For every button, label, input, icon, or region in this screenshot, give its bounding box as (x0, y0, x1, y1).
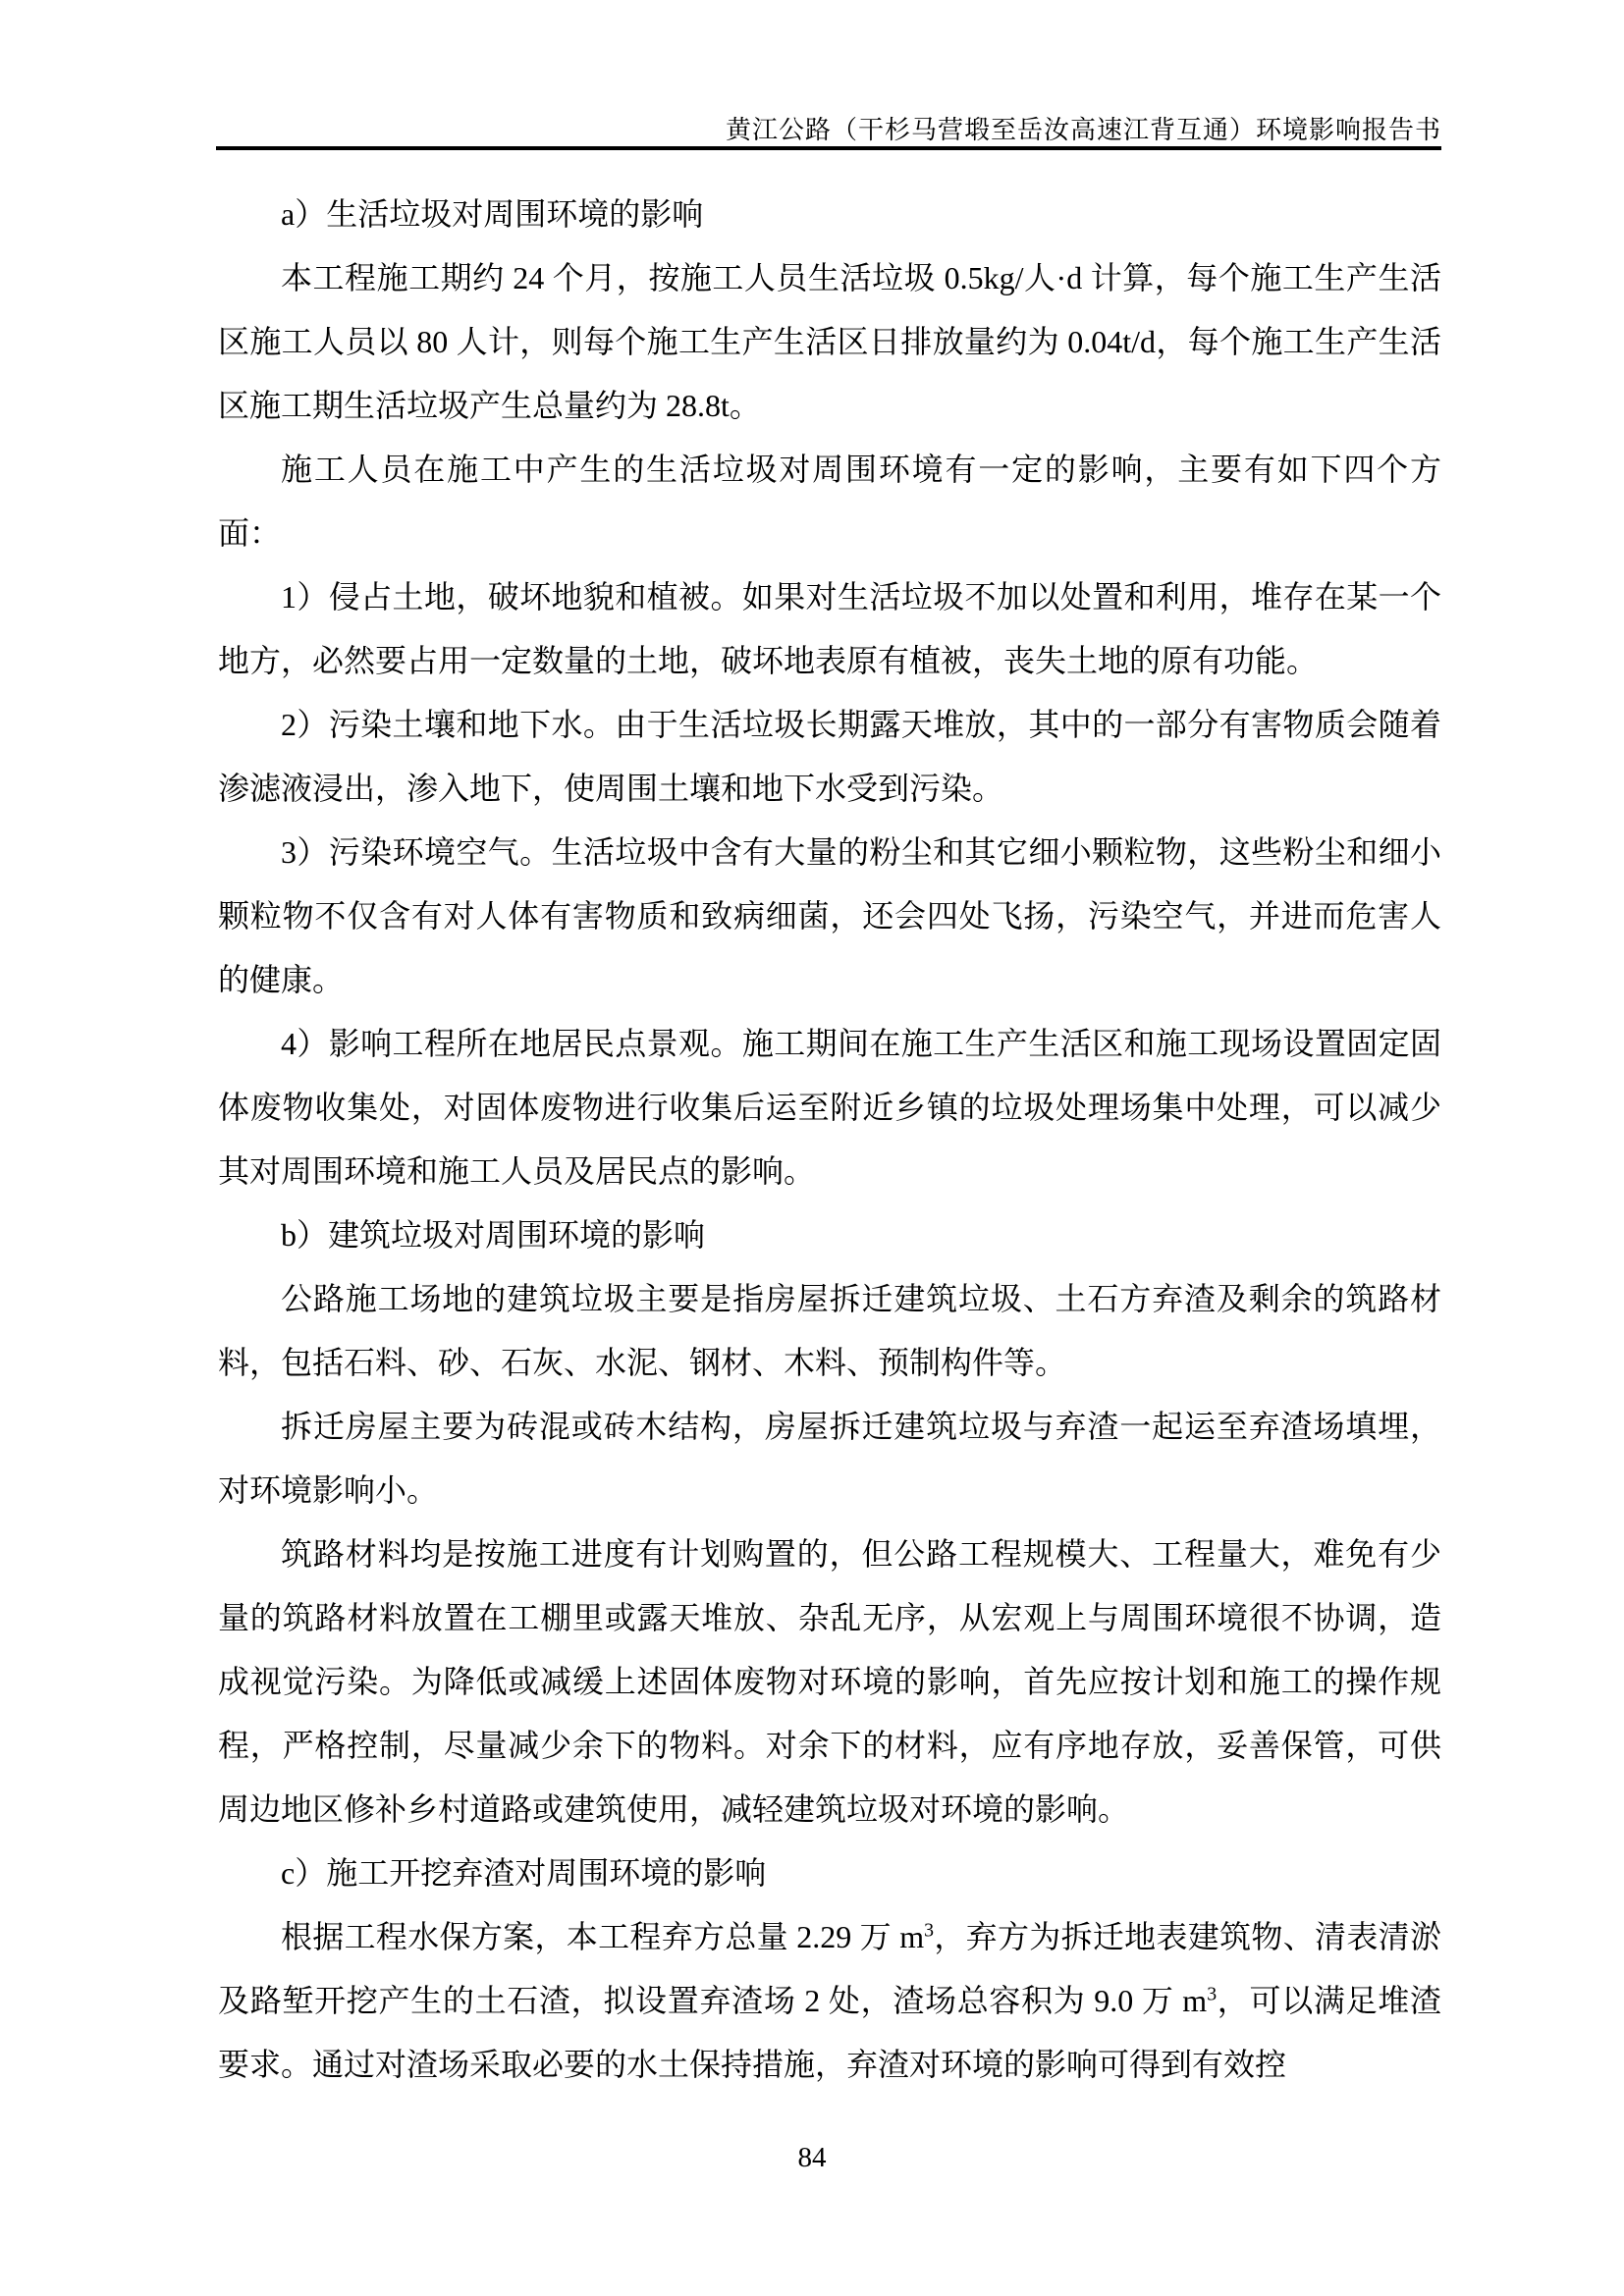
paragraph (218, 1203, 1441, 1267)
text-run: 公路施工场地的建筑垃圾主要是指房屋拆迁建筑垃圾、土石方弃渣及剩余的筑路材料，包括石料、砂、石灰、水泥、钢材、木料、预制构件等。 (218, 1281, 1441, 1380)
document-body (218, 183, 1441, 2097)
page-number: 84 (797, 2142, 827, 2173)
paragraph (218, 438, 1441, 565)
text-run: a）生活垃圾对周围环境的影响 (281, 196, 704, 232)
text-run: b）建筑垃圾对周围环境的影响 (281, 1217, 706, 1253)
paragraph (218, 1012, 1441, 1203)
text-run: 2）污染土壤和地下水。由于生活垃圾长期露天堆放，其中的一部分有害物质会随着渗滤液浸出，渗入地下，使周围土壤和地下水受到污染。 (218, 707, 1441, 806)
paragraph (218, 1522, 1441, 1842)
paragraph (218, 1905, 1441, 2097)
paragraph (218, 1267, 1441, 1395)
text-run: c）施工开挖弃渣对周围环境的影响 (281, 1855, 767, 1891)
superscript: 3 (924, 1919, 935, 1942)
header-title: 黄江公路（干杉马营塅至岳汝高速江背互通）环境影响报告书 (725, 116, 1441, 144)
text-run: 4）影响工程所在地居民点景观。施工期间在施工生产生活区和施工现场设置固定固体废物收集处，对固体废物进行收集后运至附近乡镇的垃圾处理场集中处理，可以减少其对周围环境和施工人员及居民点的影响。 (218, 1026, 1441, 1189)
text-run: ，可以满足堆渣要求。通过对渣场采取必要的水土保持措施，弃渣对环境的影响可得到有效控 (218, 1983, 1441, 2082)
text-run: 本工程施工期约 24 个月，按施工人员生活垃圾 0.5kg/人·d 计算，每个施工生产生活区施工人员以 80 人计，则每个施工生产生活区日排放量约为 0.04t/d，每个施工生产生活区施工期生活垃圾产生总量约为 28.8t。 (218, 260, 1441, 423)
paragraph (218, 693, 1441, 821)
paragraph (218, 1842, 1441, 1905)
text-run: ，弃方为拆迁地表建筑物、清表清淤及路堑开挖产生的土石渣，拟设置弃渣场 2 处，渣场总容积为 9.0 万 m (218, 1919, 1441, 2018)
paragraph (218, 821, 1441, 1012)
paragraph (218, 183, 1441, 246)
paragraph (218, 246, 1441, 438)
text-run: 1）侵占土地，破坏地貌和植被。如果对生活垃圾不加以处置和利用，堆存在某一个地方，必然要占用一定数量的土地，破坏地表原有植被，丧失土地的原有功能。 (218, 579, 1441, 678)
text-run: 根据工程水保方案，本工程弃方总量 2.29 万 m (281, 1919, 925, 1954)
text-run: 施工人员在施工中产生的生活垃圾对周围环境有一定的影响，主要有如下四个方面： (218, 452, 1441, 551)
paragraph (218, 565, 1441, 693)
header-rule (216, 146, 1441, 150)
text-run: 拆迁房屋主要为砖混或砖木结构，房屋拆迁建筑垃圾与弃渣一起运至弃渣场填埋，对环境影响小。 (218, 1409, 1441, 1508)
superscript: 3 (1207, 1983, 1218, 2005)
text-run: 筑路材料均是按施工进度有计划购置的，但公路工程规模大、工程量大，难免有少量的筑路材料放置在工棚里或露天堆放、杂乱无序，从宏观上与周围环境很不协调，造成视觉污染。为降低或减缓上述固体废物对环境的影响，首先应按计划和施工的操作规程，严格控制，尽量减少余下的物料。对余下的材料，应有序地存放，妥善保管，可供周边地区修补乡村道路或建筑使用，减轻建筑垃圾对环境的影响。 (218, 1536, 1441, 1827)
paragraph (218, 1395, 1441, 1522)
text-run: 3）污染环境空气。生活垃圾中含有大量的粉尘和其它细小颗粒物，这些粉尘和细小颗粒物不仅含有对人体有害物质和致病细菌，还会四处飞扬，污染空气，并进而危害人的健康。 (218, 834, 1441, 997)
